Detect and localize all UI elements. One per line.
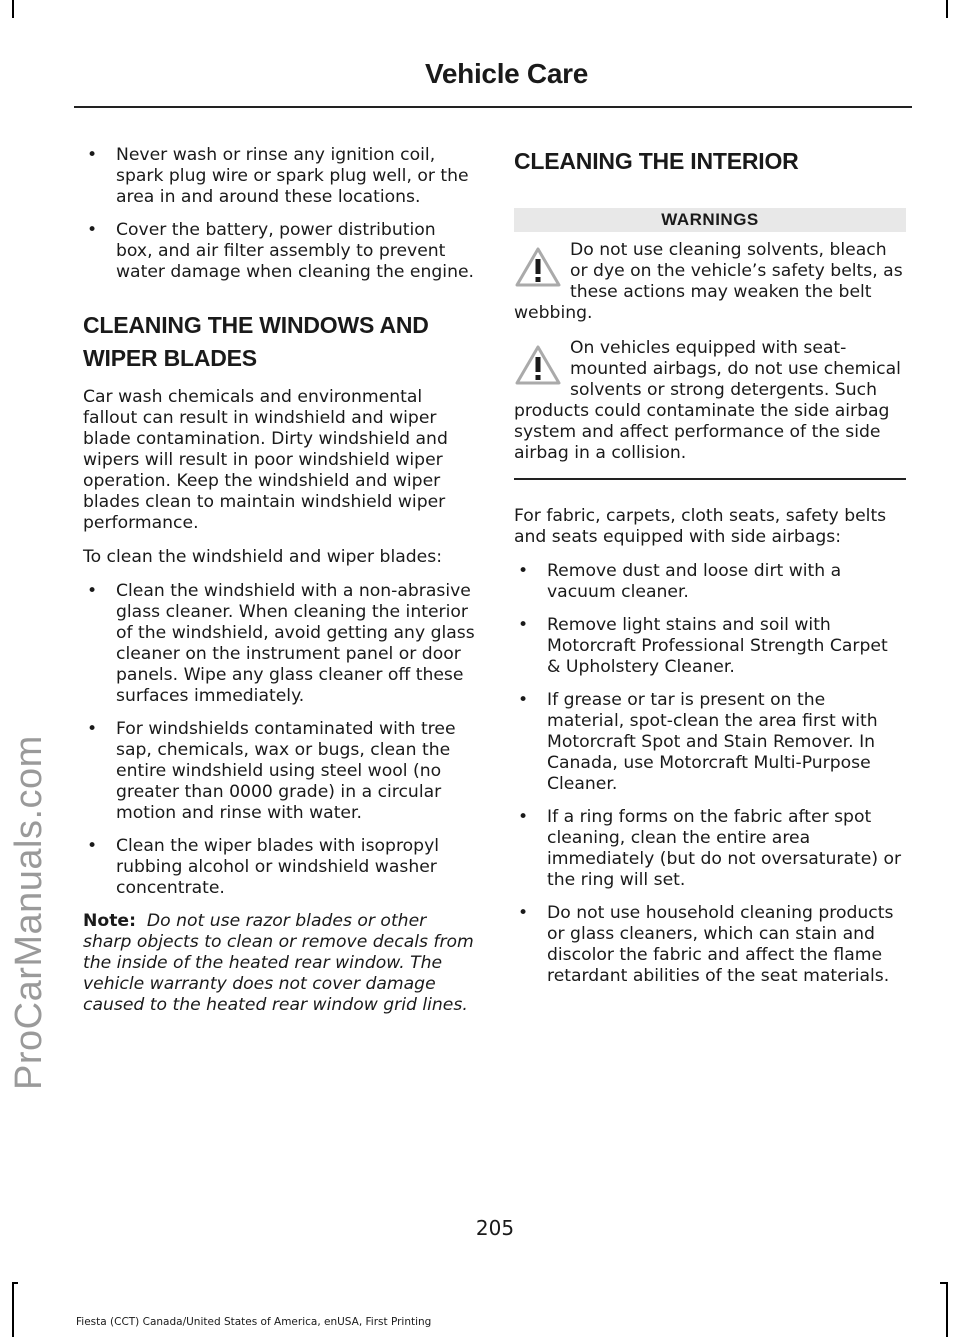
crop-mark-bottom-left (12, 1282, 14, 1337)
list-item: • Cover the battery, power distribution box, and air filter assembly to prevent water damage when cleaning the engine. (83, 220, 475, 283)
warning-item (514, 240, 906, 324)
list-item: • If a ring forms on the fabric after spot cleaning, clean the entire area immediately (but do not oversaturate) or the ring will set. (514, 807, 906, 891)
warning-text: On vehicles equipped with seat-mounted airbags, do not use chemical solvents or strong detergents. Such products could contaminate the side airbag system and affect performance of the side airbag in a collision. (514, 338, 901, 463)
right-column (514, 145, 906, 999)
note-label: Note: (83, 911, 136, 931)
list-item: • Remove light stains and soil with Motorcraft Professional Strength Carpet & Upholstery Cleaner. (514, 615, 906, 678)
list-item: • If grease or tar is present on the material, spot-clean the area first with Motorcraft Spot and Stain Remover. In Canada, use Motorcraft Multi-Purpose Cleaner. (514, 690, 906, 795)
heading-line-2: WIPER BLADES (83, 345, 257, 371)
heading-line-1: CLEANING THE WINDOWS AND (83, 312, 429, 338)
header-divider (74, 106, 912, 108)
paragraph: To clean the windshield and wiper blades: (83, 547, 442, 567)
list-item: • Never wash or rinse any ignition coil, spark plug wire or spark plug well, or the area in and around these locations. (83, 145, 475, 208)
crop-mark-bottom-left-h (12, 1282, 18, 1284)
note-text: Do not use razor blades or other sharp objects to clean or remove decals from the inside of the heated rear window. The vehicle warranty does not cover damage caused to the heated rear window grid lines. (83, 911, 474, 1015)
list-item: • For windshields contaminated with tree sap, chemicals, wax or bugs, clean the entire windshield using steel wool (no greater than 0000 grade) in a circular motion and rinse with water. (83, 719, 475, 824)
list-item: • Do not use household cleaning products or glass cleaners, which can stain and discolor the fabric and affect the flame retardant abilities of the seat materials. (514, 903, 906, 987)
list-item: • Remove dust and loose dirt with a vacuum cleaner. (514, 561, 906, 603)
warning-triangle-icon (514, 246, 562, 288)
warning-triangle-icon (514, 344, 562, 386)
paragraph: Car wash chemicals and environmental fallout can result in windshield and wiper blade contamination. Dirty windshield and wipers will result in poor windshield wiper operation. Keep the windshield and wiper blades clean to maintain windshield wiper performance. (83, 387, 448, 533)
note (83, 911, 475, 1016)
list-item: • Clean the windshield with a non-abrasive glass cleaner. When cleaning the interior of the windshield, avoid getting any glass cleaner on the instrument panel or door panels. Wipe any glass cleaner off these surfaces immediately. (83, 581, 475, 707)
watermark: ProCarManuals.com (8, 735, 50, 1090)
warning-item (514, 338, 906, 464)
engine-cleaning-list (83, 145, 475, 283)
paragraph: For fabric, carpets, cloth seats, safety belts and seats equipped with side airbags: (514, 506, 887, 547)
windshield-steps-list (83, 581, 475, 899)
section-heading-windows (83, 309, 475, 375)
left-column (83, 145, 475, 1029)
list-item: • Clean the wiper blades with isopropyl rubbing alcohol or windshield washer concentrate. (83, 836, 475, 899)
warning-text: Do not use cleaning solvents, bleach or dye on the vehicle’s safety belts, as these actions may weaken the belt webbing. (514, 240, 903, 323)
footer-text: Fiesta (CCT) Canada/United States of America, enUSA, First Printing (76, 1316, 432, 1328)
section-heading-interior: CLEANING THE INTERIOR (514, 148, 799, 174)
crop-mark-bottom-right-h (940, 1282, 946, 1284)
page-title: Vehicle Care (425, 58, 588, 89)
crop-mark-top-right (946, 0, 948, 18)
crop-mark-bottom-right (946, 1282, 948, 1337)
interior-cleaning-list (514, 561, 906, 987)
page-number: 205 (475, 1216, 515, 1240)
crop-mark-top-left (12, 0, 14, 18)
warnings-heading: WARNINGS (514, 208, 906, 232)
warnings-divider (514, 478, 906, 480)
